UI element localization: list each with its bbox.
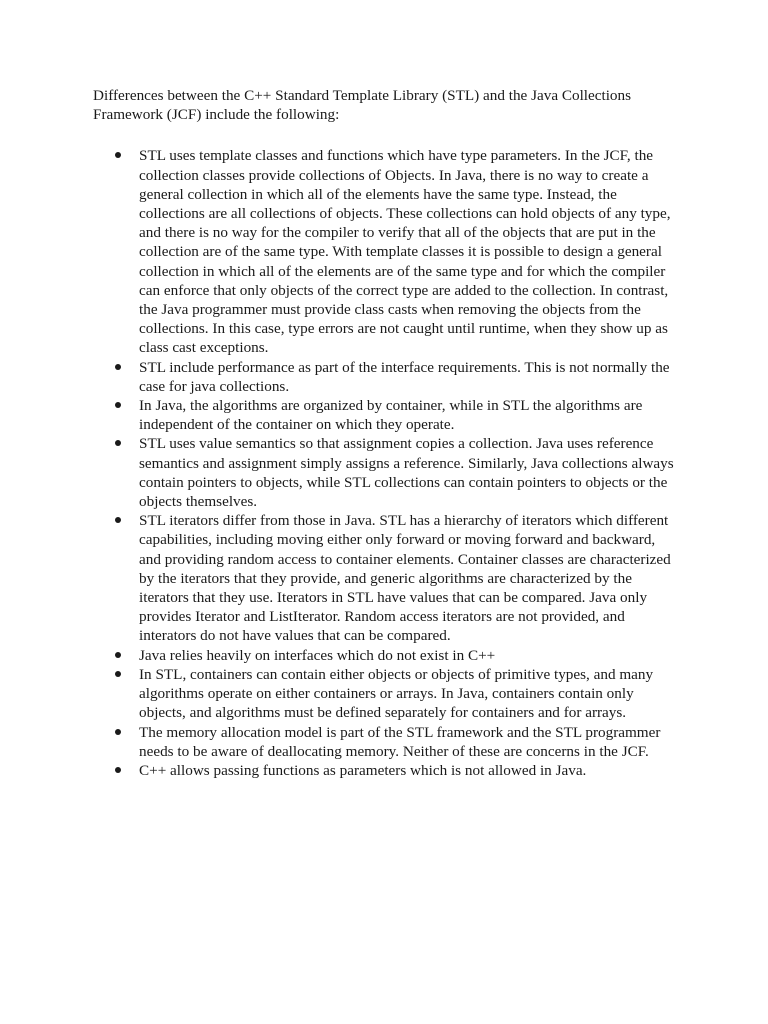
bullet-icon — [115, 440, 121, 446]
bullet-icon — [115, 671, 121, 677]
differences-list — [93, 146, 675, 780]
bullet-icon — [115, 517, 121, 523]
bullet-icon — [115, 364, 121, 370]
list-item-text: In Java, the algorithms are organized by container, while in STL the algorithms are independent of the container on which they operate. — [139, 397, 643, 434]
list-item-text: In STL, containers can contain either objects or objects of primitive types, and many algorithms operate on either containers or arrays. In Java, containers contain only objects, and algorithms must be defined separately for containers and for arrays. — [139, 665, 654, 722]
list-item — [93, 646, 675, 665]
bullet-icon — [115, 152, 121, 158]
bullet-icon — [115, 402, 121, 408]
list-item — [93, 511, 675, 645]
bullet-icon — [115, 652, 121, 658]
bullet-icon — [115, 729, 121, 735]
list-item — [93, 761, 675, 780]
list-item-text: STL uses template classes and functions which have type parameters. In the JCF, the collection classes provide collections of Objects. In Java, there is no way to create a general collection in which all of the elements have the same type. Instead, the collections are all collections of objects. These collections can hold objects of any type, and there is no way for the compiler to verify that all of the objects that are put in the collection are of the same type. With template classes it is possible to design a general collection in which all of the elements are of the same type and for which the compiler can enforce that only objects of the correct type are added to the collection. In contrast, the Java programmer must provide class casts when removing the objects from the collections. In this case, type errors are not caught until runtime, when they show up as class cast exceptions. — [139, 147, 671, 357]
document-page — [93, 86, 675, 780]
list-item — [93, 665, 675, 723]
list-item-text: STL uses value semantics so that assignment copies a collection. Java uses reference semantics and assignment simply assigns a reference. Similarly, Java collections always contain pointers to objects, while STL collections can contain pointers to objects or the objects themselves. — [139, 435, 674, 511]
list-item — [93, 434, 675, 511]
intro-paragraph: Differences between the C++ Standard Template Library (STL) and the Java Collections Framework (JCF) include the following: — [93, 87, 632, 124]
list-item-text: C++ allows passing functions as parameters which is not allowed in Java. — [139, 761, 587, 779]
list-item-text: The memory allocation model is part of the STL framework and the STL programmer needs to be aware of deallocating memory. Neither of these are concerns in the JCF. — [139, 723, 661, 760]
list-item-text: STL include performance as part of the interface requirements. This is not normally the case for java collections. — [139, 358, 670, 395]
list-item-text: Java relies heavily on interfaces which do not exist in C++ — [139, 646, 496, 664]
list-item — [93, 396, 675, 434]
list-item-text: STL iterators differ from those in Java. STL has a hierarchy of iterators which different capabilities, including moving either only forward or moving forward and backward, and providing random access to container elements. Container classes are characterized by the iterators that they provide, and generic algorithms are characterized by the iterators that they use. Iterators in STL have values that can be compared. Java only provides Iterator and ListIterator. Random access iterators are not provided, and interators do not have values that can be compared. — [139, 512, 671, 645]
bullet-icon — [115, 767, 121, 773]
list-item — [93, 723, 675, 761]
list-item — [93, 358, 675, 396]
list-item — [93, 146, 675, 357]
